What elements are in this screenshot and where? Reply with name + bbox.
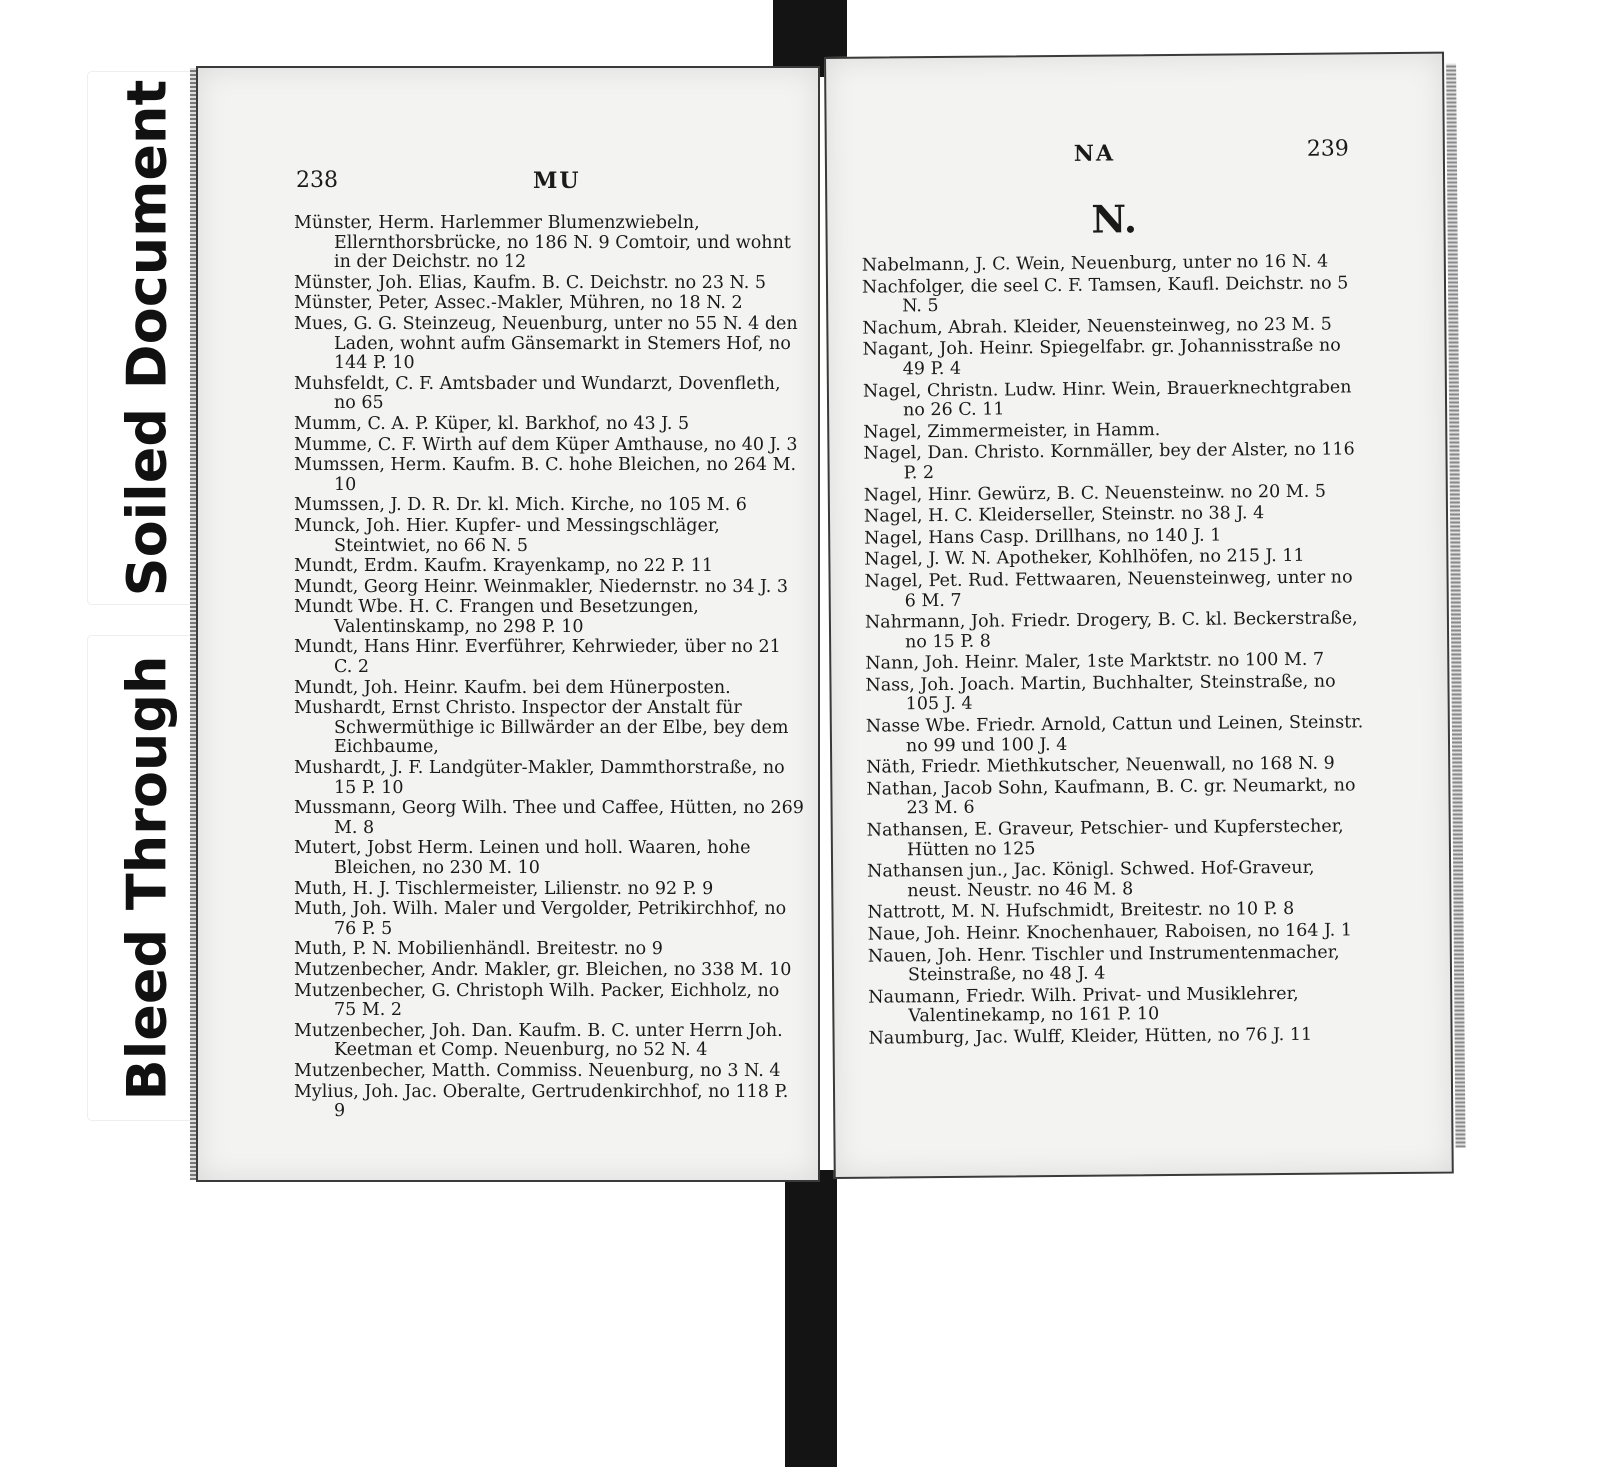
directory-entry: Naumburg, Jac. Wulff, Kleider, Hütten, no 76 J. 11	[868, 1024, 1313, 1049]
directory-entry: Nathansen, E. Graveur, Petschier- und Kupferstecher, Hütten no 125	[866, 816, 1344, 860]
bleed-through-text: Bleed Through	[115, 655, 179, 1101]
directory-entries	[862, 252, 1369, 1051]
bleed-through-label	[88, 636, 206, 1120]
directory-entry: Mutzenbecher, G. Christoph Wilh. Packer, Eichholz, no 75 M. 2	[294, 980, 780, 1021]
left-page	[196, 66, 820, 1182]
directory-entry: Mutert, Jobst Herm. Leinen und holl. Waaren, hohe Bleichen, no 230 M. 10	[294, 838, 751, 878]
directory-entry: Mussmann, Georg Wilh. Thee und Caffee, Hütten, no 269 M. 8	[294, 798, 804, 838]
directory-entry: Mues, G. G. Steinzeug, Neuenburg, unter no 55 N. 4 den Laden, wohnt aufm Gänsemarkt in Stemers Hof, no 144 P. 10	[294, 313, 798, 374]
directory-entry: Muth, H. J. Tischlermeister, Lilienstr. no 92 P. 9	[294, 878, 714, 899]
directory-entry: Nattrott, M. N. Hufschmidt, Breitestr. no 10 P. 8	[867, 899, 1295, 924]
directory-entry: Nagel, Hinr. Gewürz, B. C. Neuensteinw. no 20 M. 5	[863, 481, 1327, 506]
directory-entry: Munck, Joh. Hier. Kupfer- und Messingschläger, Steintwiet, no 66 N. 5	[294, 515, 720, 556]
directory-entry: Mundt, Hans Hinr. Everführer, Kehrwieder, über no 21 C. 2	[294, 637, 781, 678]
soiled-document-text: Soiled Document	[115, 79, 179, 597]
directory-entry: Mushardt, J. F. Landgüter-Makler, Dammthorstraße, no 15 P. 10	[294, 758, 785, 798]
directory-entry: Naue, Joh. Heinr. Knochenhauer, Raboisen, no 164 J. 1	[867, 920, 1353, 945]
directory-entry: Mundt Wbe. H. C. Frangen und Besetzungen, Valentinskamp, no 298 P. 10	[294, 597, 699, 637]
directory-entry: Nathansen jun., Jac. Königl. Schwed. Hof-Graveur, neust. Neustr. no 46 M. 8	[867, 857, 1315, 902]
section-letter: N.	[1091, 196, 1138, 242]
soiled-document-label	[88, 72, 206, 604]
directory-entry: Nathan, Jacob Sohn, Kaufmann, B. C. gr. Neumarkt, no 23 M. 6	[866, 775, 1356, 819]
directory-entry: Mundt, Erdm. Kaufm. Krayenkamp, no 22 P. 11	[294, 556, 714, 577]
page-number: 239	[1306, 136, 1349, 162]
directory-entry: Mundt, Georg Heinr. Weinmakler, Niedernstr. no 34 J. 3	[294, 576, 788, 597]
directory-entry: Nann, Joh. Heinr. Maler, 1ste Marktstr. no 100 M. 7	[865, 649, 1325, 674]
directory-entry: Nagel, Dan. Christo. Kornmäller, bey der Alster, no 116 P. 2	[863, 439, 1355, 484]
directory-entry: Mumssen, J. D. R. Dr. kl. Mich. Kirche, no 105 M. 6	[294, 495, 747, 516]
directory-entry: Nagel, H. C. Kleiderseller, Steinstr. no 38 J. 4	[863, 503, 1265, 527]
directory-entry: Münster, Herm. Harlemmer Blumenzwiebeln, Ellernthorsbrücke, no 186 N. 9 Comtoir, und wohnt in der Deichstr. no 12	[294, 213, 791, 273]
directory-entry: Nahrmann, Joh. Friedr. Drogery, B. C. kl. Beckerstraße, no 15 P. 8	[864, 608, 1358, 653]
directory-entry: Münster, Peter, Assec.-Makler, Mühren, no 18 N. 2	[294, 293, 743, 314]
directory-entry: Nass, Joh. Joach. Martin, Buchhalter, Steinstraße, no 105 J. 4	[865, 671, 1336, 715]
directory-entry: Näth, Friedr. Miethkutscher, Neuenwall, no 168 N. 9	[866, 753, 1335, 778]
directory-entry: Nagel, Zimmermeister, in Hamm.	[863, 419, 1161, 443]
directory-entry: Mutzenbecher, Joh. Dan. Kaufm. B. C. unter Herrn Joh. Keetman et Comp. Neuenburg, no 52 N. 4	[294, 1020, 783, 1061]
directory-entry: Nagel, Hans Casp. Drillhans, no 140 J. 1	[864, 525, 1222, 549]
running-head: NA	[1073, 140, 1116, 167]
directory-entry: Nagel, Christn. Ludw. Hinr. Wein, Brauerknechtgraben no 26 C. 11	[862, 376, 1352, 421]
directory-entry: Nachfolger, die seel C. F. Tamsen, Kaufl. Deichstr. no 5 N. 5	[861, 273, 1349, 317]
directory-entry: Münster, Joh. Elias, Kaufm. B. C. Deichstr. no 23 N. 5	[294, 272, 766, 293]
directory-entry: Nauen, Joh. Henr. Tischler und Instrumentenmacher, Steinstraße, no 48 J. 4	[867, 942, 1340, 986]
binding-spine-bottom	[785, 1170, 837, 1467]
directory-entry: Muhsfeldt, C. F. Amtsbader und Wundarzt, Dovenfleth, no 65	[294, 373, 781, 414]
directory-entry: Mundt, Joh. Heinr. Kaufm. bei dem Hünerposten.	[294, 677, 731, 698]
directory-entry: Mumme, C. F. Wirth auf dem Küper Amthause, no 40 J. 3	[294, 434, 798, 455]
directory-entry: Nagant, Joh. Heinr. Spiegelfabr. gr. Johannisstraße no 49 P. 4	[862, 335, 1341, 380]
directory-entries	[294, 214, 804, 1123]
directory-entry: Naumann, Friedr. Wilh. Privat- und Musiklehrer, Valentinekamp, no 161 P. 10	[868, 983, 1299, 1027]
directory-entry: Nagel, Pet. Rud. Fettwaaren, Neuensteinweg, unter no 6 M. 7	[864, 567, 1353, 611]
directory-entry: Mutzenbecher, Andr. Makler, gr. Bleichen, no 338 M. 10	[294, 959, 792, 980]
directory-entry: Mumm, C. A. P. Küper, kl. Barkhof, no 43 J. 5	[294, 413, 690, 434]
directory-entry: Mylius, Joh. Jac. Oberalte, Gertrudenkirchhof, no 118 P. 9	[294, 1081, 789, 1122]
page-number: 238	[296, 168, 338, 193]
directory-entry: Mumssen, Herm. Kaufm. B. C. hohe Bleichen, no 264 M. 10	[294, 455, 797, 495]
directory-entry: Mutzenbecher, Matth. Commiss. Neuenburg, no 3 N. 4	[294, 1060, 781, 1081]
directory-entry: Muth, P. N. Mobilienhändl. Breitestr. no 9	[294, 939, 663, 960]
directory-entry: Muth, Joh. Wilh. Maler und Vergolder, Petrikirchhof, no 76 P. 5	[294, 899, 787, 939]
directory-entry: Nasse Wbe. Friedr. Arnold, Cattun und Leinen, Steinstr. no 99 und 100 J. 4	[865, 712, 1364, 756]
directory-entry: Nachum, Abrah. Kleider, Neuensteinweg, no 23 M. 5	[862, 314, 1332, 339]
directory-entry: Nagel, J. W. N. Apotheker, Kohlhöfen, no 215 J. 11	[864, 546, 1305, 570]
directory-entry: Mushardt, Ernst Christo. Inspector der Anstalt für Schwermüthige ic Billwärder an der Elbe, bey dem Eichbaume,	[294, 698, 789, 758]
running-head: MU	[533, 168, 581, 194]
directory-entry: Nabelmann, J. C. Wein, Neuenburg, unter no 16 N. 4	[861, 251, 1329, 276]
right-page	[824, 52, 1454, 1179]
